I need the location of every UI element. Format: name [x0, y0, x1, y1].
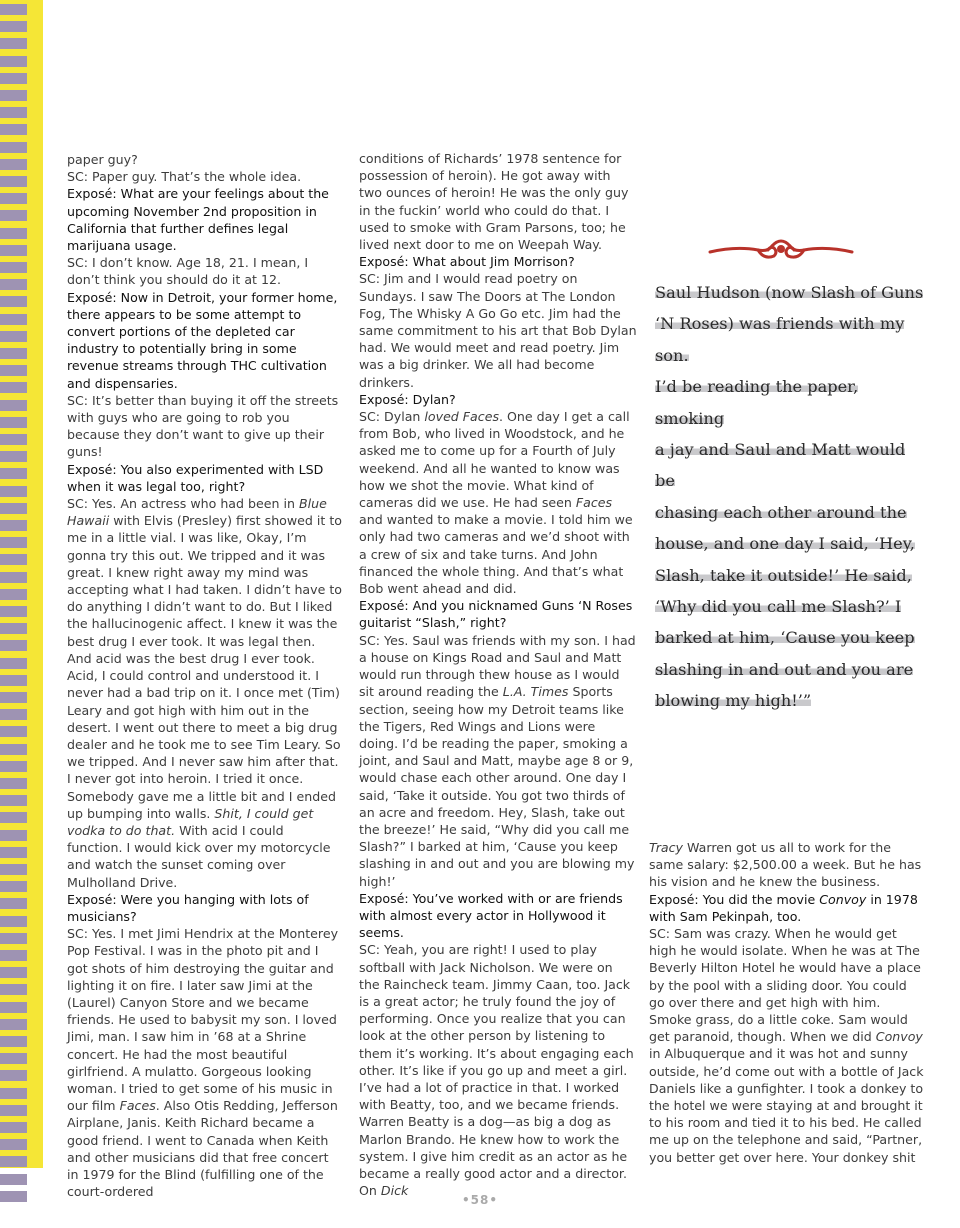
pull-quote-line: barked at him, ‘Cause you keep — [655, 628, 915, 648]
margin-bar — [0, 830, 27, 841]
italic-title: Convoy — [875, 1029, 923, 1045]
margin-bar — [0, 812, 27, 823]
italic-title: Shit, I could get vodka to do that. — [67, 805, 314, 838]
paragraph-text: in Albuquerque and it was hot and sunny outside, he’d come out with a bottle of Jack Daniels like a gunfighter. I took a donkey to the hotel we were staying at and brought it to his room and tied it to his bed. He called me up on the telephone and said, “Partner, you better get over here. Your donkey shit — [649, 1046, 924, 1165]
margin-bar — [0, 847, 27, 858]
pull-quote-line: ‘N Roses) was friends with my son. — [655, 314, 905, 365]
paragraph-text: . One day I get a call from Bob, who lived in Woodstock, and he asked me to come up for a Fourth of July weekend. And all he wanted to know was how we shot the movie. What kind of cameras did we use. He had seen — [359, 409, 630, 511]
margin-bar — [0, 1019, 27, 1030]
margin-bar — [0, 881, 27, 892]
interview-answer — [649, 839, 925, 891]
italic-title: L.A. Times — [502, 684, 569, 700]
margin-bar — [0, 193, 27, 204]
paragraph-text: with Elvis (Presley) first showed it to me in a little vial. I was like, Okay, I’m gonna try this out. We tripped and it was great. I knew right away my mind was accepting what I had taken. I didn’t have to do anything I didn’t want to do. But I liked the hallucinogenic affect. I knew it was the best drug I ever took. It was legal then. And acid was the best drug I ever took. Acid, I could control and understood it. I never had a bad trip on it. I once met (Tim) Leary and got high with him out in the desert. I went out there to meet a big drug dealer and he took me to see Tim Leary. So we tripped. And I never saw him after that. I never got into heroin. I tried it once. Somebody gave me a little bit and I ended up bumping into walls. — [67, 513, 343, 821]
paragraph-text: Jim and I would read poetry on Sundays. I saw The Doors at The London Fog, The Whisky A Go Go etc. Jim had the same commitment to his art that Bob Dylan had. We would meet and read poetry. Jim was a big drinker. We all had become drinkers. — [359, 271, 637, 390]
margin-bar — [0, 726, 27, 737]
paragraph-text: Warren got us all to work for the same salary: $2,500.00 a week. But he has his vision and he knew the business. — [649, 840, 922, 890]
article-column-2 — [359, 150, 637, 1199]
pull-quote-line: ‘Why did you call me Slash?’ I — [655, 597, 902, 617]
paragraph-text: Yes. Saul was friends with my son. I had a house on Kings Road and Saul and Matt would run through thew house as I would sit around reading the — [359, 632, 636, 700]
italic-title: loved Faces — [424, 409, 500, 425]
margin-bar — [0, 950, 27, 961]
pull-quote-line: I’d be reading the paper, smoking — [655, 377, 859, 428]
margin-bar — [0, 692, 27, 703]
paragraph-text: Sam was crazy. When he would get high he would isolate. When he was at The Beverly Hilton Hotel he would have a place by the pool with a sliding door. You could go over there and get high with him. Smoke grass, do a little coke. Sam would get paranoid, though. When we did — [649, 926, 921, 1045]
margin-bar — [0, 520, 27, 531]
paragraph-text: With acid I could function. I would kick over my motorcycle and watch the sunset coming over Mulholland Drive. — [67, 822, 331, 890]
article-column-1 — [67, 151, 343, 1200]
italic-title: Faces — [575, 495, 613, 511]
paragraph-text: Exposé: Now in Detroit, your former home, there appears to be some attempt to convert portions of the depleted car industry to potentially bring in some revenue streams through THC cultivation and dispensaries. — [67, 289, 338, 391]
pull-quote-line: chasing each other around the — [655, 502, 907, 522]
paragraph-text: Exposé: Dylan? — [359, 391, 456, 407]
paragraph-text: Exposé: You did the movie — [649, 891, 820, 907]
paragraph-text: Exposé: What are your feelings about the upcoming November 2nd proposition in California that further defines legal marijuana usage. — [67, 186, 329, 254]
paragraph-text: Paper guy. That’s the whole idea. — [92, 169, 302, 185]
margin-bar — [0, 761, 27, 772]
interview-question — [67, 185, 343, 254]
pull-quote-line: Slash, take it outside!’ He said, — [655, 565, 912, 585]
pull-quote-line: Saul Hudson (now Slash of Guns — [655, 283, 924, 302]
page-number: •58• — [461, 1193, 499, 1207]
margin-bar — [0, 486, 27, 497]
paragraph-text: and wanted to make a movie. I told him we only had two cameras and we’d shoot with a crew of six and take turns. And John financed the whole thing. And that’s what Bob went ahead and did. — [359, 512, 633, 597]
margin-bar — [0, 1002, 27, 1013]
margin-bar — [0, 124, 27, 135]
paragraph-text: . Also Otis Redding, Jefferson Airplane, Janis. Keith Richard became a good friend. I went to Canada when Keith and other musicians did that free concert in 1979 for the Blind (fulfilling one of the court-ordered — [67, 1098, 338, 1200]
speaker-label: SC: — [67, 496, 89, 512]
margin-bar — [0, 795, 27, 806]
margin-bar — [0, 382, 27, 393]
margin-bar — [0, 778, 27, 789]
margin-bar — [0, 417, 27, 428]
speaker-label: SC: — [67, 392, 89, 408]
interview-answer — [67, 392, 343, 461]
margin-bar — [0, 331, 27, 342]
margin-bar — [0, 400, 27, 411]
paragraph-text: I don’t know. Age 18, 21. I mean, I don’t think you should do it at 12. — [67, 255, 309, 288]
margin-bar — [0, 606, 27, 617]
margin-bar — [0, 640, 27, 651]
margin-bar — [0, 262, 27, 273]
margin-bar — [0, 56, 27, 67]
interview-answer — [67, 168, 343, 185]
speaker-label: SC: — [67, 169, 89, 185]
speaker-label: SC: — [67, 255, 89, 271]
paragraph-text: Exposé: Were you hanging with lots of musicians? — [67, 891, 309, 924]
margin-bar — [0, 1122, 27, 1133]
paragraph-text: Yes. An actress who had been in — [92, 496, 299, 512]
interview-question — [67, 461, 343, 495]
flourish-ornament-icon — [706, 232, 856, 266]
margin-bar — [0, 348, 27, 359]
italic-title: Tracy — [649, 840, 683, 855]
margin-bar — [0, 933, 27, 944]
interview-answer — [359, 941, 637, 1199]
margin-bar — [0, 984, 27, 995]
italic-title: Dick — [380, 1183, 409, 1199]
margin-bar — [0, 228, 27, 239]
margin-bar — [0, 1174, 27, 1185]
paragraph-text: Yeah, you are right! I used to play softball with Jack Nicholson. We were on the Raincheck team. Jimmy Caan, too. Jack is a great actor; he truly found the joy of performing. Once you realize that you can look at the other person by listening to them it’s working. It’s about engaging each other. It’s like if you go up and meet a girl. I’ve had a lot of practice in that. I worked with Beatty, too, and we became friends. Warren Beatty is a dog—as big a dog as Marlon Brando. He knew how to work the system. I give him credit as an actor as he became a really good actor and a director. On — [359, 942, 634, 1199]
speaker-label: SC: — [359, 942, 381, 958]
margin-bar — [0, 623, 27, 634]
margin-bar — [0, 142, 27, 153]
interview-answer — [67, 925, 343, 1200]
margin-bar — [0, 21, 27, 32]
speaker-label: SC: — [359, 271, 381, 287]
paragraph-text: Dylan — [384, 409, 425, 425]
margin-bar — [0, 1036, 27, 1047]
margin-bar — [0, 589, 27, 600]
margin-bar — [0, 159, 27, 170]
interview-answer — [359, 270, 637, 390]
margin-bar-pattern — [0, 0, 27, 1228]
paragraph-text: Exposé: What about Jim Morrison? — [359, 254, 575, 270]
margin-bar — [0, 1105, 27, 1116]
pull-quote-line: a jay and Saul and Matt would be — [655, 440, 906, 491]
margin-bar — [0, 1053, 27, 1064]
margin-bar — [0, 296, 27, 307]
interview-question — [359, 890, 637, 942]
speaker-label: SC: — [649, 926, 671, 942]
interview-question — [67, 891, 343, 925]
interview-answer — [67, 495, 343, 891]
interview-question — [359, 597, 637, 631]
margin-bar — [0, 898, 27, 909]
paragraph-text: in 1978 with Sam Pekinpah, too. — [649, 891, 918, 924]
article-column-3 — [649, 839, 925, 1166]
interview-question — [649, 891, 925, 925]
interview-answer — [359, 150, 637, 253]
margin-bar — [0, 279, 27, 290]
paragraph-text: It’s better than buying it off the streets with guys who are going to rob you because they don’t want to give up their guns! — [67, 392, 339, 460]
pull-quote-line: slashing in and out and you are — [655, 659, 914, 679]
margin-bar — [0, 1139, 27, 1150]
italic-title: Convoy — [819, 891, 867, 907]
interview-answer — [359, 632, 637, 890]
margin-bar — [0, 73, 27, 84]
paragraph-text: Sports section, seeing how my Detroit teams like the Tigers, Red Wings and Lions were doing. I’d be reading the paper, smoking a joint, and Saul and Matt, maybe age 8 or 9, would chase each other around. One day I said, ‘Take it outside. You got two thirds of an acre and freedom. Hey, Slash, take out the breeze!’ He said, “Why did you call me Slash?” I barked at him, ‘Cause you keep slashing in and out and you are blowing my high!’ — [359, 684, 635, 889]
margin-bar — [0, 554, 27, 565]
speaker-label: SC: — [67, 926, 89, 942]
interview-answer — [67, 151, 343, 168]
italic-title: Blue Hawaii — [67, 496, 327, 529]
interview-answer — [649, 925, 925, 1166]
margin-bar — [0, 90, 27, 101]
margin-bar — [0, 314, 27, 325]
interview-answer — [67, 254, 343, 288]
pull-quote-line: house, and one day I said, ‘Hey, — [655, 534, 915, 554]
margin-bar — [0, 245, 27, 256]
margin-bar — [0, 658, 27, 669]
paragraph-text: Exposé: You also experimented with LSD when it was legal too, right? — [67, 461, 324, 494]
margin-bar — [0, 1156, 27, 1167]
margin-bar — [0, 107, 27, 118]
paragraph-text: paper guy? — [67, 152, 138, 167]
margin-bar — [0, 176, 27, 187]
margin-bar — [0, 38, 27, 49]
margin-bar — [0, 1070, 27, 1081]
paragraph-text: Exposé: And you nicknamed Guns ‘N Roses guitarist “Slash,” right? — [359, 598, 633, 631]
margin-bar — [0, 451, 27, 462]
paragraph-text: Yes. I met Jimi Hendrix at the Monterey Pop Festival. I was in the photo pit and I got shots of him destroying the guitar and lighting it on fire. I later saw Jimi at the (Laurel) Canyon Store and we became friends. He used to babysit my son. I loved Jimi, man. I saw him in ’68 at a Shrine concert. He had the most beautiful girlfriend. A mulatto. Gorgeous looking woman. I tried to get some of his music in our film — [67, 926, 339, 1114]
paragraph-text: Exposé: You’ve worked with or are friends with almost every actor in Hollywood it seems. — [359, 890, 623, 941]
interview-answer — [359, 408, 637, 597]
interview-question — [359, 253, 637, 270]
margin-bar — [0, 365, 27, 376]
margin-bar — [0, 675, 27, 686]
margin-bar — [0, 864, 27, 875]
italic-title: Faces — [119, 1098, 156, 1114]
margin-bar — [0, 4, 27, 15]
pull-quote-line: blowing my high!’” — [655, 691, 812, 711]
margin-bar — [0, 572, 27, 583]
paragraph-text: conditions of Richards’ 1978 sentence for possession of heroin). He got away with two ounces of heroin! He was the only guy in the fuckin’ world who could do that. I used to smoke with Gram Parsons, too; he lived next door to me on Weepah Way. — [359, 151, 629, 253]
margin-bar — [0, 916, 27, 927]
margin-bar — [0, 709, 27, 720]
margin-bar — [0, 434, 27, 445]
margin-bar — [0, 503, 27, 514]
speaker-label: SC: — [359, 409, 381, 425]
margin-bar — [0, 1088, 27, 1099]
margin-bar — [0, 744, 27, 755]
interview-question — [67, 289, 343, 392]
margin-bar — [0, 967, 27, 978]
speaker-label: SC: — [359, 632, 381, 648]
interview-question — [359, 391, 637, 408]
pull-quote — [655, 277, 925, 717]
margin-bar — [0, 468, 27, 479]
margin-bar — [0, 210, 27, 221]
margin-bar — [0, 537, 27, 548]
